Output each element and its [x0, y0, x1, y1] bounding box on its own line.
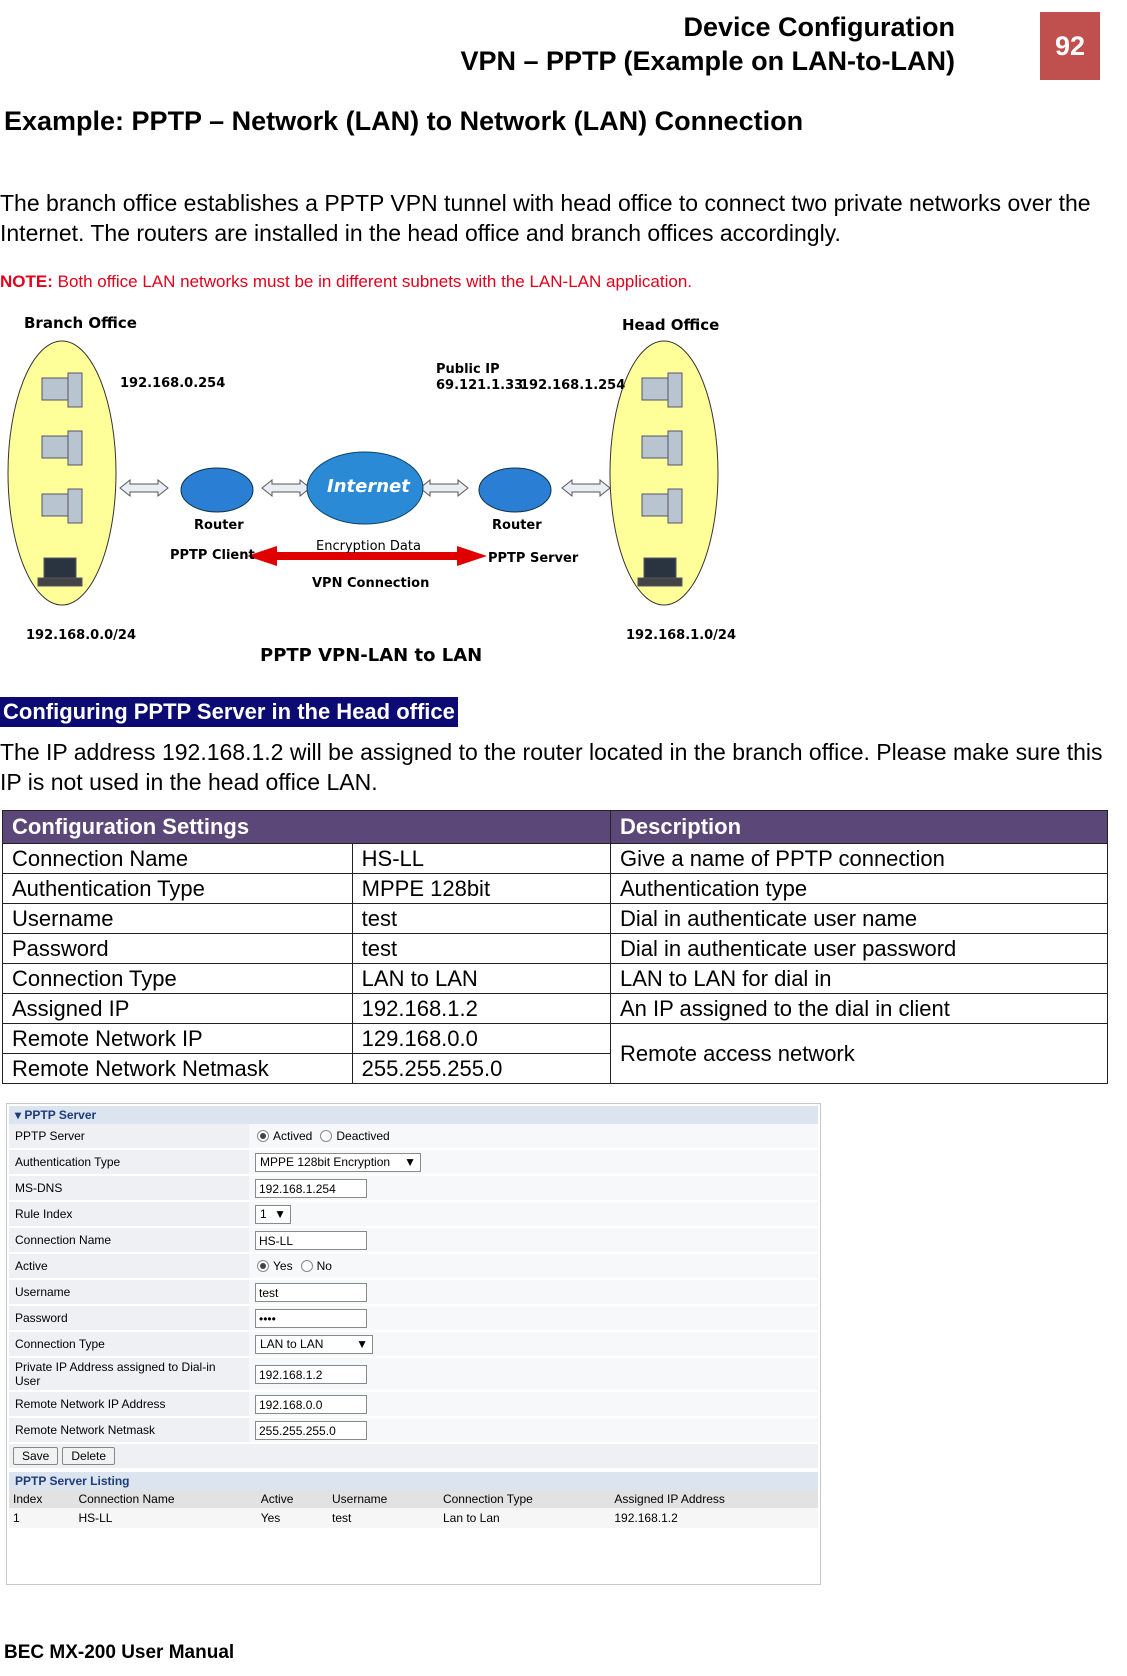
password-input[interactable]: •••• [255, 1309, 367, 1328]
field-label: Active [9, 1254, 249, 1278]
dropdown-arrow-icon: ▼ [356, 1336, 368, 1351]
setting-name: Authentication Type [3, 874, 353, 904]
listing-cell: HS-LL [74, 1508, 256, 1528]
rule-index-select[interactable] [255, 1205, 291, 1224]
field-label: Authentication Type [9, 1150, 249, 1174]
ms-dns-input[interactable]: 192.168.1.254 [255, 1179, 367, 1198]
setting-description: LAN to LAN for dial in [611, 964, 1108, 994]
config-table-header [3, 811, 1108, 844]
setting-name: Assigned IP [3, 994, 353, 1024]
head-gateway-label: 192.168.1.254 [520, 378, 626, 393]
actived-label: Actived [273, 1129, 313, 1143]
password-row [9, 1306, 818, 1332]
deactived-label: Deactived [336, 1129, 390, 1143]
pptp-server-label: PPTP Server [488, 551, 579, 566]
setting-name: Remote Network IP [3, 1024, 353, 1054]
field-label: PPTP Server [9, 1124, 249, 1148]
table-row [3, 904, 1108, 934]
private-ip-input[interactable]: 192.168.1.2 [255, 1365, 367, 1384]
listing-row[interactable] [9, 1508, 818, 1528]
field-label: Connection Name [9, 1228, 249, 1252]
public-ip-label: Public IP [436, 362, 500, 377]
config-table [2, 810, 1108, 1084]
listing-cell: test [328, 1508, 439, 1528]
intro-paragraph: The branch office establishes a PPTP VPN tunnel with head office to connect two private networks over the Internet. The routers are installed in the head office and branch offices accordingly. [0, 190, 1091, 246]
table-row [3, 994, 1108, 1024]
setting-name: Remote Network Netmask [3, 1054, 353, 1084]
network-diagram [2, 314, 737, 673]
field-label: Remote Network Netmask [9, 1418, 249, 1442]
setting-value: MPPE 128bit [352, 874, 610, 904]
save-button[interactable]: Save [13, 1447, 58, 1465]
auth-type-select[interactable] [255, 1153, 421, 1172]
collapse-icon[interactable]: ▾ [15, 1108, 22, 1122]
remote-netmask-row [9, 1418, 818, 1444]
delete-button[interactable]: Delete [62, 1447, 115, 1465]
head-network-label: 192.168.1.0/24 [626, 628, 737, 643]
column-header: Active [257, 1490, 328, 1508]
pptp-server-row [9, 1124, 818, 1150]
setting-name: Connection Name [3, 844, 353, 874]
setting-description: Dial in authenticate user name [611, 904, 1108, 934]
active-row [9, 1254, 818, 1280]
rule-index-row [9, 1202, 818, 1228]
setting-value: test [352, 904, 610, 934]
router-left-icon [181, 468, 253, 512]
setting-value: LAN to LAN [352, 964, 610, 994]
active-yes-radio[interactable] [257, 1260, 269, 1272]
field-label: Password [9, 1306, 249, 1330]
note-body: Both office LAN networks must be in different subnets with the LAN-LAN application. [52, 272, 692, 291]
note-label: NOTE: [0, 272, 53, 291]
connection-name-row [9, 1228, 818, 1254]
username-input[interactable]: test [255, 1283, 367, 1302]
listing-title: PPTP Server Listing [9, 1472, 818, 1490]
header-subsection-title: VPN – PPTP (Example on LAN-to-LAN) [460, 46, 955, 76]
active-yes-label: Yes [273, 1259, 293, 1273]
auth-type-value: MPPE 128bit Encryption [260, 1154, 391, 1169]
column-header: Username [328, 1490, 439, 1508]
listing-header-row [9, 1490, 818, 1508]
field-label: Rule Index [9, 1202, 249, 1226]
field-label: MS-DNS [9, 1176, 249, 1200]
header-settings: Configuration Settings [3, 811, 611, 844]
public-ip-value: 69.121.1.33 [436, 378, 524, 393]
table-row [3, 1024, 1108, 1054]
table-row [3, 934, 1108, 964]
ms-dns-row [9, 1176, 818, 1202]
auth-type-row [9, 1150, 818, 1176]
branch-gateway-label: 192.168.0.254 [120, 376, 226, 391]
remote-netmask-input[interactable]: 255.255.255.0 [255, 1421, 367, 1440]
field-label: Remote Network IP Address [9, 1392, 249, 1416]
deactived-radio[interactable] [320, 1130, 332, 1142]
page-number-badge: 92 [1040, 12, 1100, 80]
dropdown-arrow-icon: ▼ [404, 1154, 416, 1169]
pptp-server-panel [6, 1103, 821, 1585]
head-office-label: Head Office [622, 316, 720, 334]
internet-label: Internet [327, 476, 410, 497]
listing-cell: 192.168.1.2 [610, 1508, 818, 1528]
field-label: Username [9, 1280, 249, 1304]
setting-description: Give a name of PPTP connection [611, 844, 1108, 874]
page-header [460, 10, 955, 78]
connection-type-value: LAN to LAN [260, 1336, 324, 1351]
setting-value: HS-LL [352, 844, 610, 874]
field-label: Private IP Address assigned to Dial-in User [9, 1358, 249, 1390]
page-heading: Example: PPTP – Network (LAN) to Network (LAN) Connection [4, 106, 804, 136]
connection-type-select[interactable] [255, 1335, 373, 1354]
setting-name: Username [3, 904, 353, 934]
column-header: Connection Name [74, 1490, 256, 1508]
dropdown-arrow-icon: ▼ [274, 1206, 286, 1221]
listing-cell: 1 [9, 1508, 74, 1528]
button-row [9, 1444, 818, 1470]
connection-type-row [9, 1332, 818, 1358]
column-header: Assigned IP Address [610, 1490, 818, 1508]
header-section-title: Device Configuration [683, 12, 955, 42]
panel-title-bar[interactable] [9, 1106, 818, 1124]
router-left-label: Router [194, 518, 244, 533]
column-header: Index [9, 1490, 74, 1508]
remote-ip-row [9, 1392, 818, 1418]
field-label: Connection Type [9, 1332, 249, 1356]
panel-title: PPTP Server [24, 1108, 97, 1122]
setting-name: Connection Type [3, 964, 353, 994]
pptp-client-label: PPTP Client [170, 548, 255, 563]
active-no-radio[interactable] [301, 1260, 313, 1272]
rule-index-value: 1 [260, 1206, 267, 1221]
active-no-label: No [316, 1259, 332, 1273]
section-title: Configuring PPTP Server in the Head office [0, 697, 458, 727]
table-row [3, 844, 1108, 874]
column-header: Connection Type [439, 1490, 610, 1508]
section-paragraph: The IP address 192.168.1.2 will be assigned to the router located in the branch office. Please make sure this IP is not used in the head office LAN. [0, 739, 1103, 795]
branch-office-label: Branch Office [24, 314, 137, 332]
connection-name-input[interactable]: HS-LL [255, 1231, 367, 1250]
branch-network-label: 192.168.0.0/24 [26, 628, 137, 643]
setting-value: 129.168.0.0 [352, 1024, 610, 1054]
setting-description: An IP assigned to the dial in client [611, 994, 1108, 1024]
page-footer: BEC MX-200 User Manual [4, 1642, 235, 1663]
setting-description: Remote access network [611, 1024, 1108, 1084]
actived-radio[interactable] [257, 1130, 269, 1142]
note-text [0, 272, 692, 292]
remote-ip-input[interactable]: 192.168.0.0 [255, 1395, 367, 1414]
encryption-data-label: Encryption Data [316, 539, 421, 554]
diagram-caption: PPTP VPN-LAN to LAN [260, 645, 483, 666]
router-right-label: Router [492, 518, 542, 533]
vpn-connection-label: VPN Connection [312, 576, 430, 591]
listing-cell: Yes [257, 1508, 328, 1528]
setting-value: test [352, 934, 610, 964]
setting-value: 255.255.255.0 [352, 1054, 610, 1084]
pptp-server-listing [9, 1490, 818, 1528]
setting-name: Password [3, 934, 353, 964]
router-right-icon [479, 468, 551, 512]
private-ip-row [9, 1358, 818, 1392]
header-description: Description [611, 811, 1108, 844]
table-row [3, 874, 1108, 904]
table-row [3, 964, 1108, 994]
username-row [9, 1280, 818, 1306]
setting-description: Dial in authenticate user password [611, 934, 1108, 964]
setting-description: Authentication type [611, 874, 1108, 904]
listing-cell: Lan to Lan [439, 1508, 610, 1528]
setting-value: 192.168.1.2 [352, 994, 610, 1024]
